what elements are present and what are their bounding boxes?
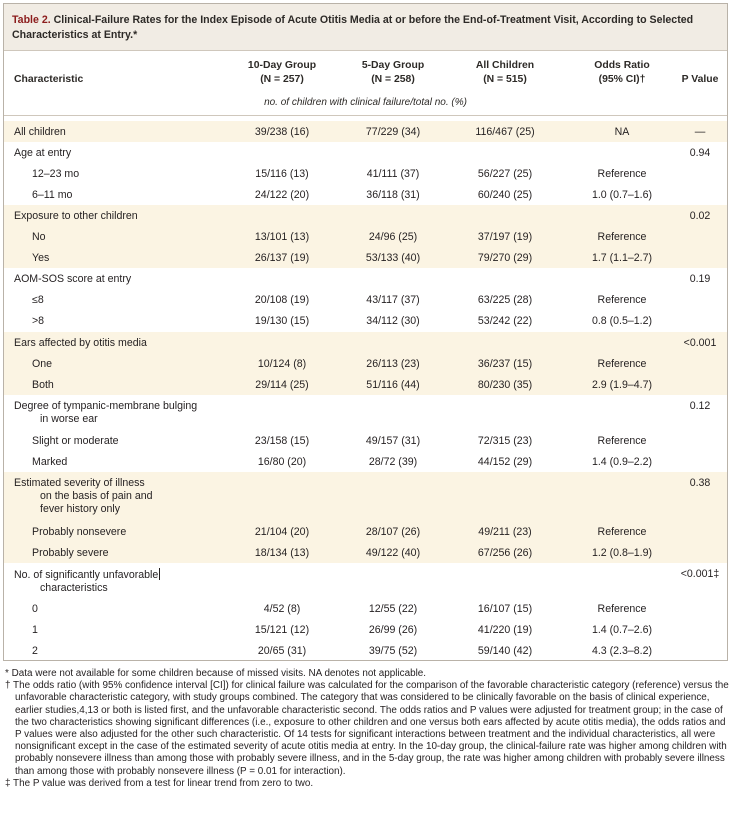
row-label — [32, 252, 232, 265]
row-label — [32, 189, 232, 202]
units-note: no. of children with clinical failure/total no. (%) — [264, 97, 467, 108]
cell-c5: 0.19 — [689, 273, 711, 285]
row-label-line: One — [32, 358, 53, 370]
cell-c3: 63/225 (28) — [477, 294, 533, 306]
column-header-p-value: P Value — [681, 74, 719, 85]
cell-c5: 0.94 — [689, 147, 711, 159]
cell-c5: <0.001 — [683, 337, 717, 349]
row-label-line: Probably nonsevere — [32, 526, 127, 538]
cell-c1: 19/130 (15) — [254, 315, 310, 327]
row-label — [14, 147, 214, 160]
cell-c5: 0.02 — [689, 210, 711, 222]
row-label — [32, 645, 232, 658]
row-label-line: Slight or moderate — [32, 435, 119, 447]
cell-c2: 28/107 (26) — [365, 526, 421, 538]
row-label — [32, 168, 232, 181]
row-label-line: 6–11 mo — [32, 189, 73, 201]
row-label — [14, 400, 214, 426]
cell-c2: 51/116 (44) — [366, 379, 420, 391]
row-label — [32, 603, 232, 616]
row-label-line: Ears affected by otitis media — [14, 337, 147, 349]
cell-c5: <0.001‡ — [680, 568, 720, 580]
cell-c1: 24/122 (20) — [254, 189, 310, 201]
row-label-line: Probably severe — [32, 547, 109, 559]
cell-c1: 4/52 (8) — [263, 603, 301, 615]
cell-c3: 37/197 (19) — [477, 231, 533, 243]
row-label-line: Age at entry — [14, 147, 72, 159]
row-label — [32, 435, 232, 448]
cell-c1: 21/104 (20) — [254, 526, 310, 538]
cell-c3: 41/220 (19) — [477, 624, 533, 636]
footnote-dagger: † The odds ratio (with 95% confidence interval [CI]) for clinical failure was calculated for the comparison of the favorable characteristic category (reference) versus the unfavorable characteristic category, with study groups combined. The category that was considered to be clinically favorable on the basis of clinical experience, earlier studies,4,13 or both is listed first, and the unfavorable characteristic second. The odds ratios and P values were adjusted for treatment group; in the case of the two characteristics showing significant differences (i.e., exposure to other children and one versus both ears affected by acute otitis media), the odds ratios and P values were also adjusted for the other such characteristic. Of 14 tests for significant interactions between treatment and the individual characteristics, all were nonsignificant except in the case of the estimated severity of acute otitis media at entry. In the 10-day group, the clinical-failure rate was higher among children with probably nonsevere illness than among those with probably severe illness, and in the 5-day group, the rate was higher among children with probably severe illness than among those with probably nonsevere illness (P = 0.01 for interaction). — [5, 680, 729, 777]
row-label — [32, 358, 232, 371]
row-label-line: 0 — [32, 603, 38, 615]
cell-c1: 18/134 (13) — [254, 547, 310, 559]
cell-c3: 59/140 (42) — [477, 645, 533, 657]
row-label-line: Both — [32, 379, 54, 391]
row-label — [32, 547, 232, 560]
cell-c3: 16/107 (15) — [477, 603, 533, 615]
row-label — [32, 231, 232, 244]
cell-c4: 1.0 (0.7–1.6) — [591, 189, 653, 201]
cell-c3: 67/256 (26) — [477, 547, 533, 559]
row-label-line: 12–23 mo — [32, 168, 80, 180]
cell-c4: Reference — [597, 294, 647, 306]
row-label-line: fever history only — [40, 503, 121, 515]
cell-c3: 79/270 (29) — [477, 252, 533, 264]
cell-c1: 26/137 (19) — [254, 252, 310, 264]
cell-c2: 49/157 (31) — [365, 435, 421, 447]
row-label-line: in worse ear — [40, 413, 98, 425]
row-label — [14, 210, 214, 223]
cell-c3: 53/242 (22) — [477, 315, 533, 327]
cell-c2: 26/113 (23) — [366, 358, 420, 370]
cell-c4: Reference — [597, 603, 647, 615]
cell-c4: 1.7 (1.1–2.7) — [591, 252, 653, 264]
row-label — [14, 337, 214, 350]
cell-c3: 60/240 (25) — [477, 189, 533, 201]
row-label-line: AOM-SOS score at entry — [14, 273, 132, 285]
row-label-line: Yes — [32, 252, 50, 264]
column-header-odds-ratio: Odds Ratio (95% CI)† — [594, 60, 650, 85]
cell-c1: 20/108 (19) — [254, 294, 310, 306]
cell-c2: 34/112 (30) — [366, 315, 420, 327]
cell-c2: 36/118 (31) — [366, 189, 420, 201]
table-frame — [3, 3, 728, 661]
row-label — [32, 294, 232, 307]
cell-c5: — — [694, 126, 706, 138]
cell-c1: 20/65 (31) — [257, 645, 307, 657]
column-header-5day: 5-Day Group (N = 258) — [361, 60, 425, 85]
cell-c4: 1.2 (0.8–1.9) — [591, 547, 653, 559]
cell-c4: Reference — [597, 168, 647, 180]
row-label — [14, 477, 214, 516]
row-label-line: ≤8 — [32, 294, 44, 306]
row-label-line: Exposure to other children — [14, 210, 138, 222]
cell-c1: 15/116 (13) — [255, 168, 309, 180]
cell-c3: 72/315 (23) — [477, 435, 533, 447]
cell-c4: NA — [614, 126, 630, 138]
cell-c2: 43/117 (37) — [366, 294, 420, 306]
cell-c4: Reference — [597, 435, 647, 447]
cell-c5: 0.12 — [689, 400, 711, 412]
row-label-line: characteristics — [40, 582, 108, 594]
cell-c4: 2.9 (1.9–4.7) — [591, 379, 653, 391]
row-label — [14, 568, 214, 595]
row-label-line: Marked — [32, 456, 68, 468]
cell-c1: 29/114 (25) — [255, 379, 309, 391]
cell-c4: Reference — [597, 526, 647, 538]
cell-c4: 0.8 (0.5–1.2) — [591, 315, 653, 327]
cell-c2: 49/122 (40) — [365, 547, 421, 559]
row-label-line: Estimated severity of illness — [14, 477, 145, 489]
cell-c2: 12/55 (22) — [368, 603, 418, 615]
column-header-all: All Children (N = 515) — [475, 60, 535, 85]
cell-c1: 15/121 (12) — [254, 624, 310, 636]
table-body — [4, 4, 727, 660]
cell-c3: 116/467 (25) — [475, 126, 535, 138]
cell-c2: 26/99 (26) — [368, 624, 418, 636]
cell-c2: 39/75 (52) — [368, 645, 418, 657]
cell-c3: 44/152 (29) — [477, 456, 533, 468]
text-cursor — [159, 568, 160, 580]
row-label — [32, 315, 232, 328]
row-label-line: No. of significantly unfavorable — [14, 569, 159, 581]
column-header-characteristic: Characteristic — [14, 74, 84, 85]
cell-c1: 16/80 (20) — [257, 456, 307, 468]
cell-c1: 10/124 (8) — [257, 358, 307, 370]
cell-c1: 13/101 (13) — [254, 231, 310, 243]
cell-c5: 0.38 — [689, 477, 711, 489]
cell-c2: 77/229 (34) — [365, 126, 421, 138]
cell-c1: 23/158 (15) — [254, 435, 310, 447]
column-header-10day: 10-Day Group (N = 257) — [247, 60, 317, 85]
row-label-line: 1 — [32, 624, 38, 636]
cell-c3: 56/227 (25) — [477, 168, 533, 180]
row-label-line: All children — [14, 126, 66, 138]
cell-c3: 80/230 (35) — [477, 379, 533, 391]
row-label-line: >8 — [32, 315, 45, 327]
cell-c4: 1.4 (0.9–2.2) — [591, 456, 653, 468]
cell-c4: 4.3 (2.3–8.2) — [591, 645, 653, 657]
cell-c3: 36/237 (15) — [477, 358, 533, 370]
cell-c2: 41/111 (37) — [366, 168, 420, 180]
row-label — [32, 456, 232, 469]
cell-c4: Reference — [597, 358, 647, 370]
cell-c2: 53/133 (40) — [365, 252, 421, 264]
table-title-text: Clinical-Failure Rates for the Index Episode of Acute Otitis Media at or before the End-of-Treatment Visit, According to Selected Characteristics at Entry.* — [12, 14, 694, 41]
row-label — [14, 273, 214, 286]
cell-c1: 39/238 (16) — [254, 126, 310, 138]
cell-c4: Reference — [597, 231, 647, 243]
cell-c2: 28/72 (39) — [368, 456, 418, 468]
row-label-line: on the basis of pain and — [40, 490, 153, 502]
footnote-star: * Data were not available for some children because of missed visits. NA denotes not applicable. — [5, 668, 427, 679]
row-label — [32, 526, 232, 539]
footnotes — [5, 668, 729, 790]
row-label — [32, 379, 232, 392]
row-label-line: 2 — [32, 645, 38, 657]
cell-c2: 24/96 (25) — [368, 231, 418, 243]
row-label-line: No — [32, 231, 46, 243]
table-number: Table 2. — [12, 14, 51, 26]
cell-c4: 1.4 (0.7–2.6) — [591, 624, 653, 636]
row-label-line: Degree of tympanic-membrane bulging — [14, 400, 198, 412]
cell-c3: 49/211 (23) — [478, 526, 532, 538]
row-label — [14, 126, 214, 139]
row-label — [32, 624, 232, 637]
footnote-double-dagger: ‡ The P value was derived from a test for linear trend from zero to two. — [5, 777, 314, 789]
